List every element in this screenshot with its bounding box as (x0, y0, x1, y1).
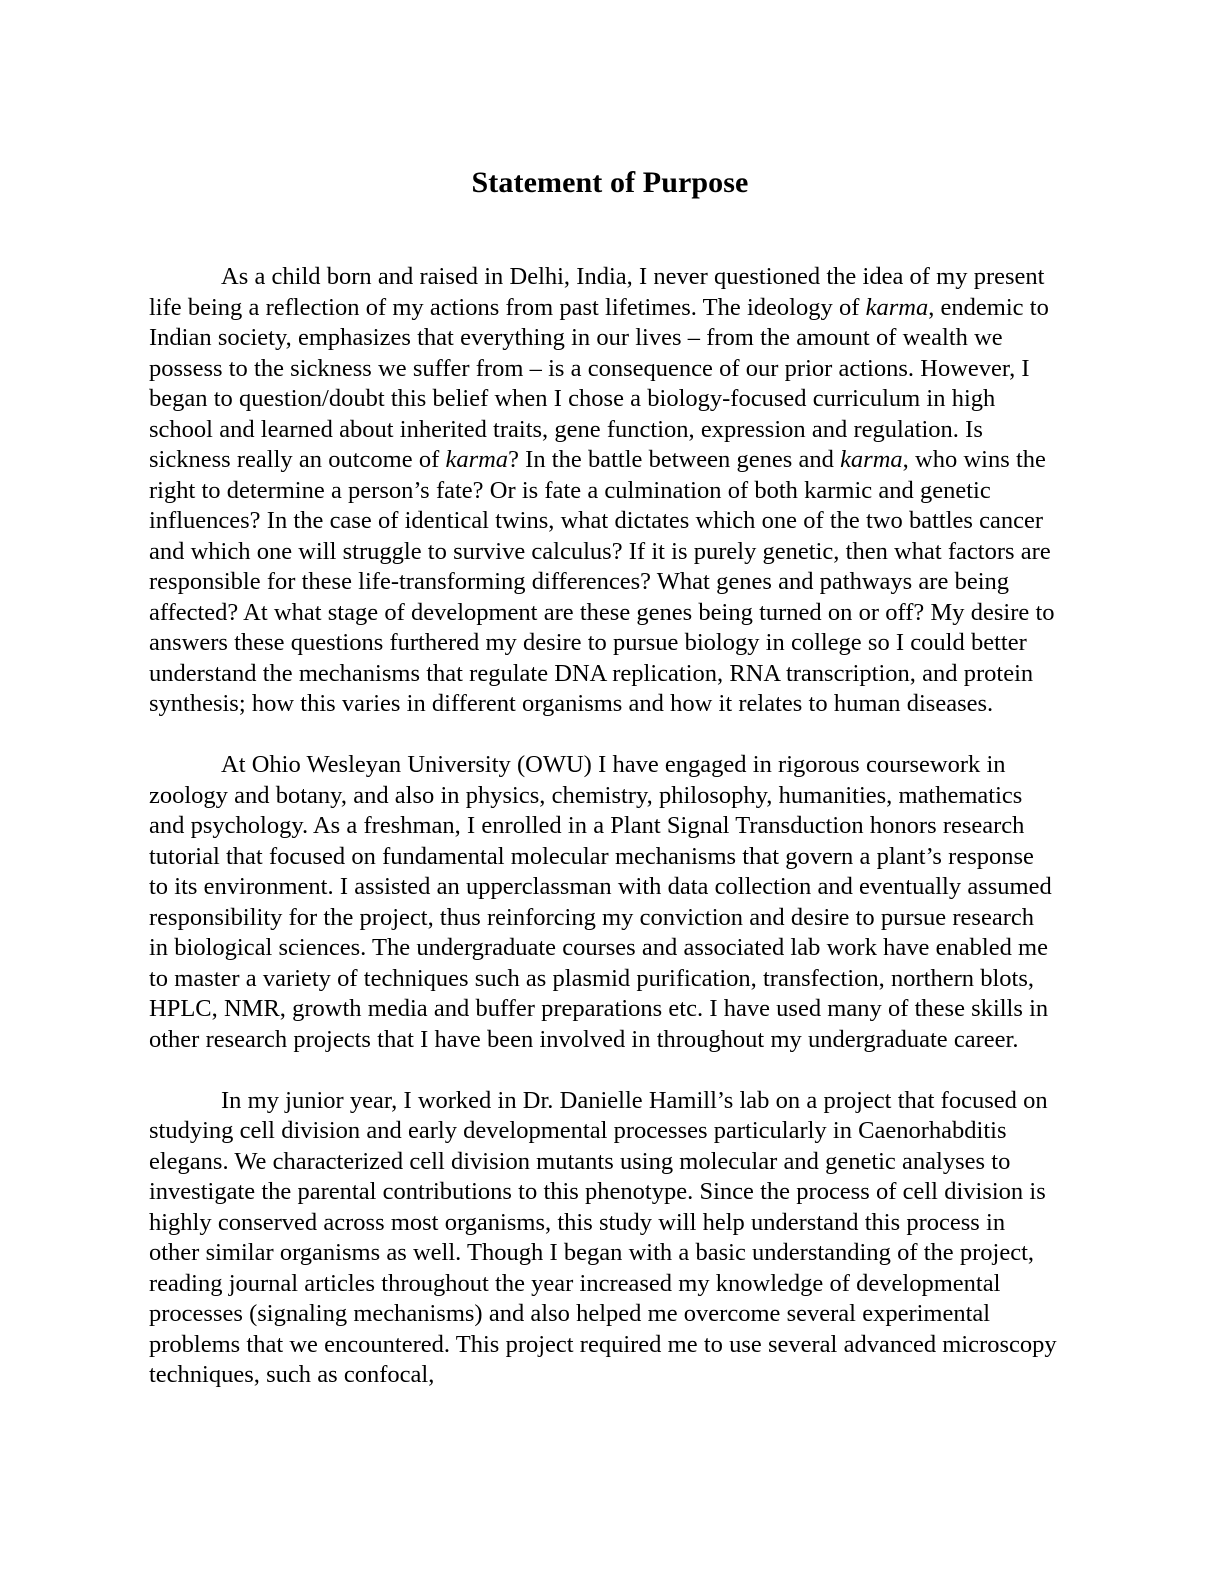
document-body (149, 262, 1059, 1391)
text-run: At Ohio Wesleyan University (OWU) I have engaged in rigorous coursework in zoology and botany, and also in physics, chemistry, philosophy, humanities, mathematics and psychology. As a freshman, I enrolled in a Plant Signal Transduction honors research tutorial that focused on fundamental molecular mechanisms that govern a plant’s response to its environment. I assisted an upperclassman with data collection and eventually assumed responsibility for the project, thus reinforcing my conviction and desire to pursue research in biological sciences. The undergraduate courses and associated lab work have enabled me to master a variety of techniques such as plasmid purification, transfection, northern blots, HPLC, NMR, growth media and buffer preparations etc. I have used many of these skills in other research projects that I have been involved in throughout my undergraduate career. (149, 751, 1052, 1053)
emphasized-term: karma (445, 446, 509, 473)
paragraph-1 (149, 262, 1059, 720)
emphasized-term: karma (865, 293, 929, 321)
text-run: In my junior year, I worked in Dr. Danielle Hamill’s lab on a project that focused on studying cell division and early developmental processes particularly in Caenorhabditis elegans. We characterized cell division mutants using molecular and genetic analyses to investigate the parental contributions to this phenotype. Since the process of cell division is highly conserved across most organisms, this study will help understand this process in other similar organisms as well. Though I began with a basic understanding of the project, reading journal articles throughout the year increased my knowledge of developmental processes (signaling mechanisms) and also helped me overcome several experimental problems that we encountered. This project required me to use several advanced microscopy techniques, such as confocal, (149, 1086, 1057, 1388)
text-run: , endemic to Indian society, emphasizes that everything in our lives – from the amount of wealth we possess to the sickness we suffer from – is a consequence of our prior actions. However, I began to question/doubt this belief when I chose a biology-focused curriculum in high school and learned about inherited traits, gene function, expression and regulation. Is sickness really an outcome of (149, 293, 1049, 473)
text-run: ? In the battle between genes and (508, 446, 841, 473)
text-run: As a child born and raised in Delhi, India, I never questioned the idea of my present life being a reflection of my actions from past lifetimes. The ideology of (149, 263, 1045, 321)
page-title: Statement of Purpose (471, 166, 749, 200)
text-run: , who wins the right to determine a person’s fate? Or is fate a culmination of both karmic and genetic influences? In the case of identical twins, what dictates which one of the two battles cancer and which one will struggle to survive calculus? If it is purely genetic, then what factors are responsible for these life-transforming differences? What genes and pathways are being affected? At what stage of development are these genes being turned on or off? My desire to answers these questions furthered my desire to pursue biology in college so I could better understand the mechanisms that regulate DNA replication, RNA transcription, and protein synthesis; how this varies in different organisms and how it relates to human diseases. (149, 446, 1055, 717)
paragraph-3 (149, 1086, 1059, 1391)
paragraph-2 (149, 750, 1059, 1055)
emphasized-term: karma (840, 446, 903, 473)
